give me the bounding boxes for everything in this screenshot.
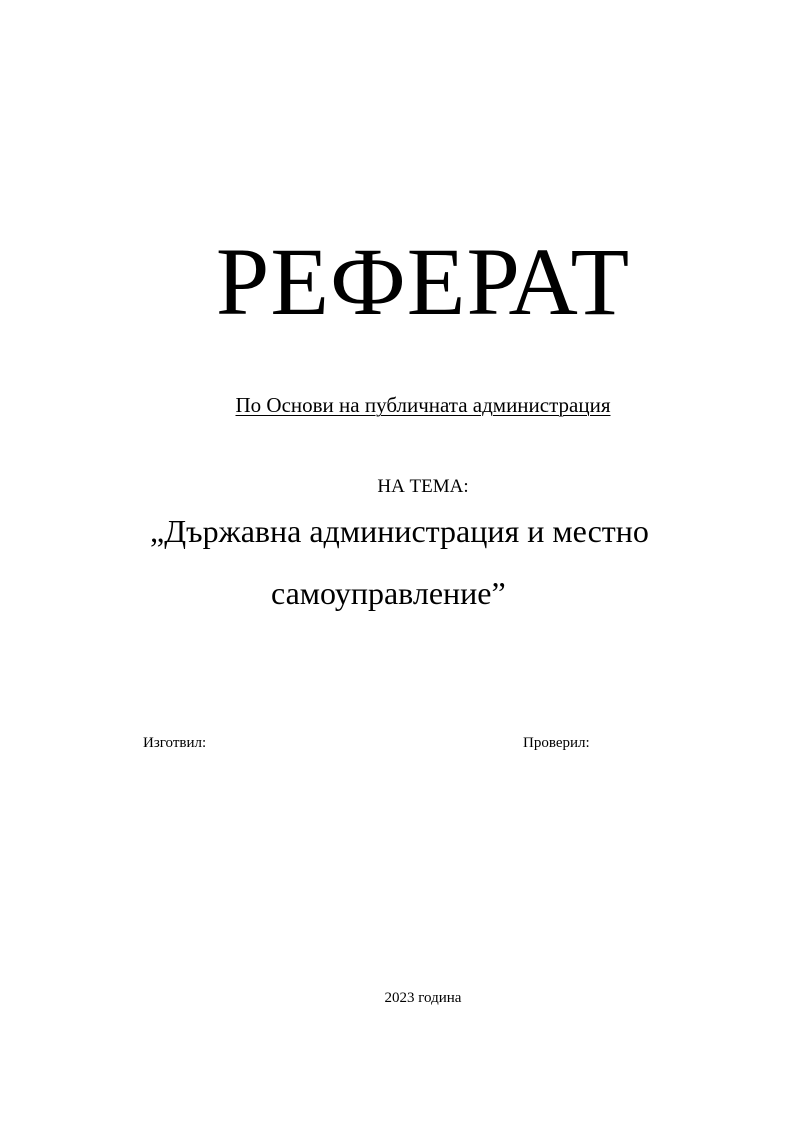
document-subject: По Основи на публичната администрация xyxy=(235,393,611,417)
topic-label: НА ТЕМА: xyxy=(377,476,469,497)
document-title: РЕФЕРАТ xyxy=(215,228,631,335)
topic-title-line-2: самоуправление” xyxy=(271,575,506,611)
prepared-by-label: Изготвил: xyxy=(143,735,207,751)
topic-title-line-1: „Държавна администрация и местно xyxy=(150,513,649,549)
checked-by-label: Проверил: xyxy=(523,735,590,751)
document-year: 2023 година xyxy=(384,990,462,1006)
